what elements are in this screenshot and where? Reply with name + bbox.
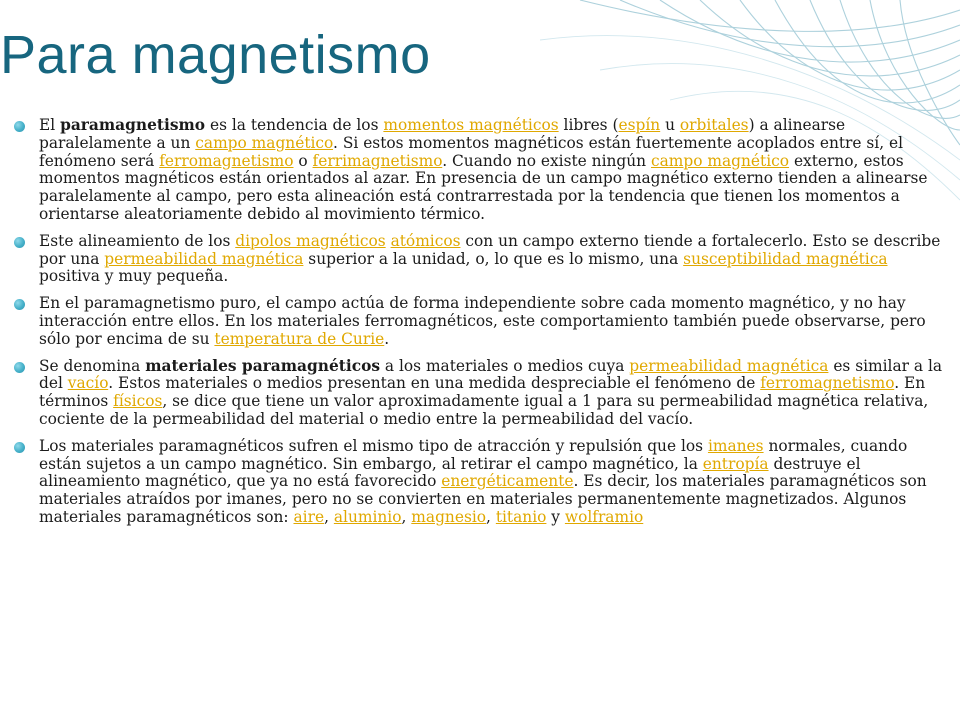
paragraph-text: con un campo externo tiende a fortalecerlo. Esto se describe por una (39, 231, 941, 268)
paragraph-text: El (39, 116, 61, 134)
paragraph-text: u (660, 116, 680, 134)
wiki-link[interactable]: permeabilidad magnética (629, 356, 829, 375)
paragraph-text: , se dice que tiene un valor aproximadamente igual a 1 para su permeabilidad magnética relativa, cociente de la permeabilidad del material o medio entre la permeabilidad del vacío. (39, 392, 929, 428)
bullet-icon (14, 362, 25, 373)
wiki-link[interactable]: campo magnético (195, 133, 334, 152)
bullet-paragraph (14, 438, 946, 527)
wiki-link[interactable]: dipolos magnéticos (235, 231, 386, 250)
paragraph-text: . En términos (39, 374, 926, 411)
paragraph-text: y (546, 507, 565, 526)
content-list (14, 117, 946, 536)
bullet-icon (14, 121, 25, 132)
paragraph-text: , (486, 507, 496, 526)
paragraph-text: , (324, 507, 334, 526)
bold-term: paramagnetismo (60, 116, 206, 134)
paragraph-text: destruye el alineamiento magnético, que ya no está favorecido (39, 454, 861, 491)
paragraph-text: es la tendencia de los (205, 116, 384, 134)
wiki-link[interactable]: ferrimagnetismo (312, 151, 443, 170)
paragraph-text: es similar a la del (39, 356, 943, 393)
bullet-icon (14, 442, 25, 453)
wiki-link[interactable]: campo magnético (651, 151, 790, 170)
paragraph-text: . Es decir, los materiales paramagnéticos son materiales atraídos por imanes, pero no se convierten en materiales permanentemente magnetizados. Algunos materiales paramagnéticos son: (39, 472, 927, 526)
wiki-link[interactable]: ferromagnetismo (159, 151, 294, 170)
wiki-link[interactable]: magnesio (411, 507, 487, 526)
paragraph-text: Este alineamiento de los (39, 231, 236, 250)
bullet-icon (14, 237, 25, 248)
wiki-link[interactable]: entropía (702, 454, 769, 473)
paragraph-text: positiva y muy pequeña. (39, 267, 229, 286)
bullet-paragraph (14, 358, 946, 429)
wiki-link[interactable]: imanes (707, 436, 764, 455)
paragraph-text: normales, cuando están sujetos a un campo magnético. Sin embargo, al retirar el campo magnético, la (39, 436, 908, 473)
wiki-link[interactable]: titanio (495, 507, 547, 526)
wiki-link[interactable]: aire (293, 507, 325, 526)
paragraph-text: . Si estos momentos magnéticos están fuertemente acoplados entre sí, el fenómeno será (39, 133, 904, 170)
wiki-link[interactable]: orbitales (679, 116, 749, 134)
wiki-link[interactable]: energéticamente (441, 472, 574, 491)
paragraph-text: ) a alinearse paralelamente a un (39, 116, 846, 152)
paragraph-text: , (401, 507, 412, 526)
paragraph-text: superior a la unidad, o, lo que es lo mismo, una (303, 249, 684, 268)
paragraph-text: . Cuando no existe ningún (442, 151, 651, 170)
paragraph-text: Los materiales paramagnéticos sufren el mismo tipo de atracción y repulsión que los (39, 436, 708, 455)
paragraph-text: externo, estos momentos magnéticos están orientados al azar. En presencia de un campo magnético externo tienden a alinearse paralelamente al campo, pero esta alineación está contrarrestada por la tendencia que tienen los momentos a orientarse aleatoriamente debido al movimiento térmico. (39, 151, 928, 223)
bullet-icon (14, 299, 25, 310)
paragraph-text: En el paramagnetismo puro, el campo actúa de forma independiente sobre cada momento magnético, y no hay interacción entre ellos. En los materiales ferromagnéticos, este comportamiento también puede observarse, pero sólo por encima de su (39, 294, 926, 348)
paragraph-text: Se denomina (39, 356, 146, 375)
wiki-link[interactable]: espín (618, 116, 661, 134)
bullet-paragraph (14, 233, 946, 286)
paragraph-text: libres ( (558, 116, 619, 134)
paragraph-text: . Estos materiales o medios presentan en una medida despreciable el fenómeno de (108, 374, 761, 393)
wiki-link[interactable]: temperatura de Curie (214, 329, 385, 348)
page-title: Para magnetismo (0, 25, 431, 85)
bullet-paragraph (14, 295, 946, 348)
wiki-link[interactable]: vacío (67, 374, 109, 393)
bullet-paragraph (14, 117, 946, 224)
wiki-link[interactable]: susceptibilidad magnética (683, 249, 888, 268)
wiki-link[interactable]: momentos magnéticos (383, 116, 559, 134)
wiki-link[interactable]: permeabilidad magnética (104, 249, 304, 268)
wiki-link[interactable]: wolframio (564, 507, 644, 526)
wiki-link[interactable]: ferromagnetismo (760, 374, 895, 393)
wiki-link[interactable]: físicos (113, 392, 163, 411)
bold-term: materiales paramagnéticos (145, 356, 381, 375)
paragraph-text: . (384, 329, 390, 348)
wiki-link[interactable]: atómicos (390, 231, 461, 250)
paragraph-text: a los materiales o medios cuya (380, 356, 630, 375)
paragraph-text: o (293, 151, 313, 170)
wiki-link[interactable]: aluminio (333, 507, 402, 526)
